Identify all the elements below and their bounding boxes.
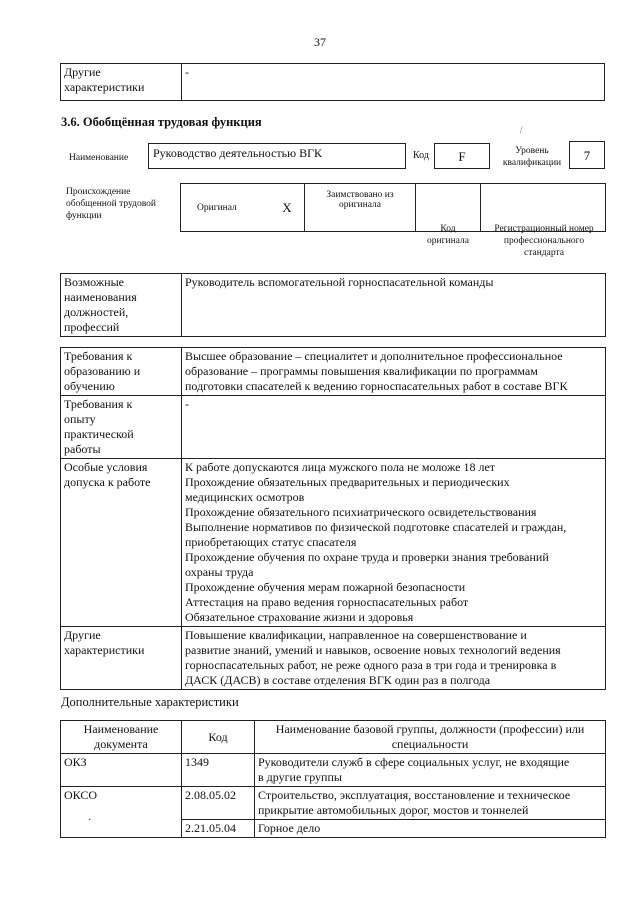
name-label: Наименование xyxy=(69,153,129,163)
function-name-field: Руководство деятельностью ВГК xyxy=(148,143,406,169)
other-characteristics-label: Другие характеристики xyxy=(61,64,182,101)
other-characteristics-value: - xyxy=(182,64,605,101)
original-mark: X xyxy=(270,184,305,232)
other-characteristics-value: Повышение квалификации, направленное на совершенствование и развитие знаний, умений и навыков, освоение новых технологий ведения горноспасательных работ, не реже одного раза в три года и тренировка в ДАСК (ДАСВ) в составе отделения ВГК один раз в полгода xyxy=(182,627,606,690)
table-row xyxy=(61,459,606,627)
qualification-level-label: Уровень квалификации xyxy=(502,146,562,168)
table-row xyxy=(61,348,606,396)
positions-label: Возможные наименования должностей, профессий xyxy=(61,274,182,337)
group-name-cell: Руководители служб в сфере социальных услуг, не входящие в другие группы xyxy=(255,754,606,787)
code-field: F xyxy=(434,143,490,169)
tick-mark: / xyxy=(520,125,523,135)
admission-conditions-value: К работе допускаются лица мужского пола не моложе 18 лет Прохождение обязательных предварительных и периодических медицинских осмотров Прохождение обязательного психиатрического освидетельствования Выполнение нормативов по физической подготовке спасателей и граждан, приобретающих статус спасателя Прохождение обучения по охране труда и проверки знания требований охраны труда Прохождение обучения мерам пожарной безопасности Аттестация на право ведения горноспасательных работ Обязательное страхование жизни и здоровья xyxy=(182,459,606,627)
registration-number-note: Регистрационный номер профессионального стандарта xyxy=(494,224,594,258)
experience-requirements-value: - xyxy=(182,396,606,459)
table-row xyxy=(61,627,606,690)
code-cell: 2.08.05.02 xyxy=(182,787,255,820)
previous-characteristics-table xyxy=(60,63,605,101)
column-header-document: Наименование документа xyxy=(61,721,182,754)
document-cell: ОКЗ xyxy=(61,754,182,787)
code-cell: 2.21.05.04 xyxy=(182,820,255,838)
additional-characteristics-title: Дополнительные характеристики xyxy=(61,695,239,709)
column-header-group-name: Наименование базовой группы, должности (профессии) или специальности xyxy=(255,721,606,754)
page-number: 37 xyxy=(314,35,326,49)
document-cell: ОКСО xyxy=(61,787,182,838)
column-header-code: Код xyxy=(182,721,255,754)
table-header-row xyxy=(61,721,606,754)
table-row xyxy=(61,787,606,820)
code-cell: 1349 xyxy=(182,754,255,787)
origin-label: Происхождение обобщенной трудовой функции xyxy=(66,187,156,221)
group-name-cell: Строительство, эксплуатация, восстановление и техническое прикрытие автомобильных дорог, мостов и тоннелей xyxy=(255,787,606,820)
original-code-note: Код оригинала xyxy=(427,224,469,246)
experience-requirements-label: Требования к опыту практической работы xyxy=(61,396,182,459)
education-requirements-value: Высшее образование – специалитет и дополнительное профессиональное образование – программы повышения квалификации по программам подготовки спасателей к ведению горноспасательных работ в составе ВГК xyxy=(182,348,606,396)
education-requirements-label: Требования к образованию и обучению xyxy=(61,348,182,396)
qualification-level-field: 7 xyxy=(569,141,605,169)
other-characteristics-label: Другие характеристики xyxy=(61,627,182,690)
code-label: Код xyxy=(413,150,429,161)
table-row xyxy=(61,396,606,459)
requirements-table xyxy=(60,347,606,690)
original-label: Оригинал xyxy=(181,184,271,232)
positions-table xyxy=(60,273,606,337)
stray-mark: · xyxy=(88,815,92,826)
additional-characteristics-table xyxy=(60,720,606,838)
table-row xyxy=(61,754,606,787)
admission-conditions-label: Особые условия допуска к работе xyxy=(61,459,182,627)
section-title: 3.6. Обобщённая трудовая функция xyxy=(61,115,262,129)
group-name-cell: Горное дело xyxy=(255,820,606,838)
borrowed-label: Заимствовано из оригинала xyxy=(305,184,416,232)
positions-value: Руководитель вспомогательной горноспасательной команды xyxy=(182,274,606,337)
